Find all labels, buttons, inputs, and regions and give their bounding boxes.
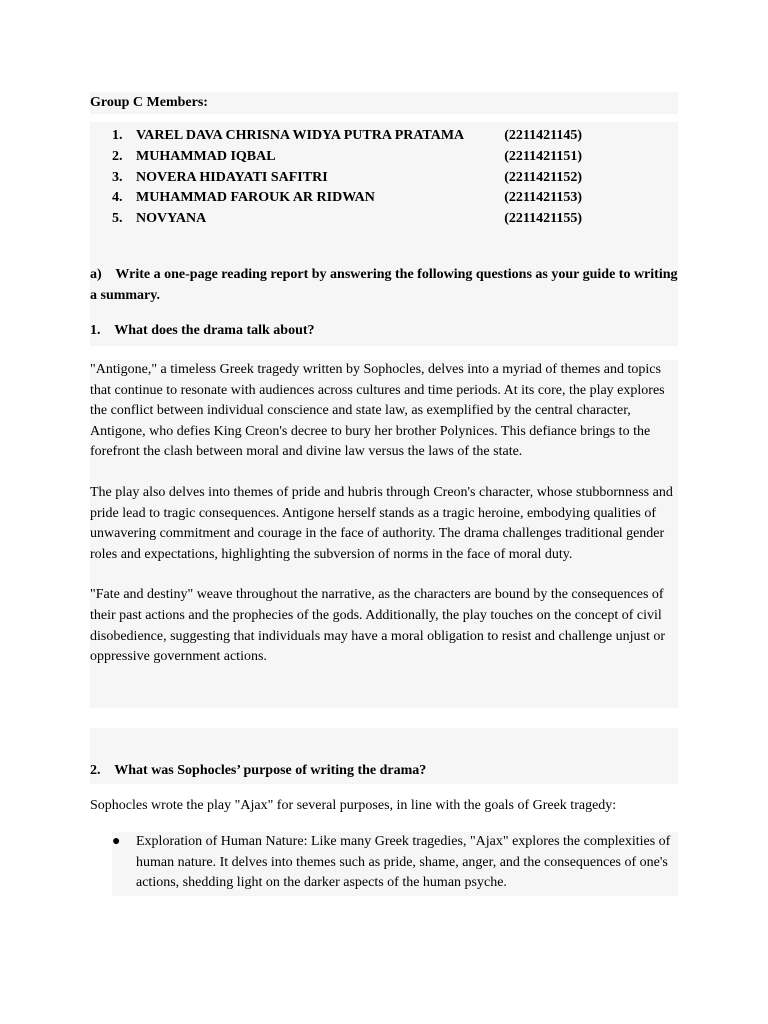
member-number: 3. bbox=[112, 169, 123, 185]
member-number: 2. bbox=[112, 148, 123, 164]
bullet-item bbox=[112, 832, 678, 894]
member-name: NOVYANA bbox=[136, 211, 207, 227]
bullet-text: Exploration of Human Nature: Like many Greek tragedies, "Ajax" explores the complexities of human nature. It delves into themes such as pride, shame, anger, and the consequences of one's actions, shedding light on the darker aspects of the human psyche. bbox=[136, 834, 671, 891]
group-heading: Group C Members: bbox=[90, 95, 208, 110]
task-block bbox=[90, 232, 678, 346]
member-name: MUHAMMAD IQBAL bbox=[136, 148, 276, 164]
member-name: NOVERA HIDAYATI SAFITRI bbox=[136, 169, 328, 185]
answer-2-intro-block bbox=[90, 796, 678, 817]
bullet-list bbox=[112, 832, 678, 896]
member-row bbox=[112, 147, 582, 168]
answer-2-intro: Sophocles wrote the play "Ajax" for several purposes, in line with the goals of Greek tragedy: bbox=[90, 798, 617, 813]
question-2: 2. What was Sophocles’ purpose of writing the drama? bbox=[90, 763, 427, 778]
task-a: a) Write a one-page reading report by answering the following questions as your guide to writing a summary. bbox=[90, 267, 678, 303]
member-name: MUHAMMAD FAROUK AR RIDWAN bbox=[136, 190, 375, 206]
question-1: 1. What does the drama talk about? bbox=[90, 323, 315, 339]
member-row bbox=[112, 126, 582, 147]
answer-1-paragraph: "Fate and destiny" weave throughout the narrative, as the characters are bound by the consequences of their past actions and the prophecies of the gods. Additionally, the play touches on the concept of civil disobedience, suggesting that individuals may have a moral obligation to resist and challenge unjust or oppressive government actions. bbox=[90, 587, 666, 665]
member-row bbox=[112, 188, 582, 209]
member-number: 1. bbox=[112, 128, 123, 143]
member-number: 5. bbox=[112, 211, 123, 227]
member-id: (2211421155) bbox=[504, 211, 582, 227]
members-list bbox=[112, 126, 582, 230]
answer-1-paragraph: "Antigone," a timeless Greek tragedy written by Sophocles, delves into a myriad of themes and topics that continue to resonate with audiences across cultures and time periods. At its core, the play explores the conflict between individual conscience and state law, as exemplified by the central character, Antigone, who defies King Creon's decree to bury her brother Polynices. This defiance brings to the forefront the clash between moral and divine law versus the laws of the state. bbox=[90, 362, 665, 460]
answer-1-paragraph: The play also delves into themes of pride and hubris through Creon's character, whose stubbornness and pride lead to tragic consequences. Antigone herself stands as a tragic heroine, embodying qualities of unwavering commitment and courage in the face of authority. The drama challenges traditional gender roles and expectations, highlighting the subversion of norms in the face of moral duty. bbox=[90, 484, 673, 562]
question-2-block bbox=[90, 728, 678, 784]
member-id: (2211421153) bbox=[504, 190, 582, 206]
member-name: VAREL DAVA CHRISNA WIDYA PUTRA PRATAMA bbox=[136, 128, 465, 143]
member-row bbox=[112, 209, 582, 230]
answer-1-block bbox=[90, 360, 678, 708]
member-id: (2211421152) bbox=[504, 169, 582, 185]
member-number: 4. bbox=[112, 190, 123, 206]
member-id: (2211421151) bbox=[504, 148, 582, 164]
member-id: (2211421145) bbox=[504, 128, 582, 143]
bullet-dot-icon: ● bbox=[112, 834, 121, 849]
member-row bbox=[112, 168, 582, 189]
group-heading-block bbox=[90, 92, 678, 114]
